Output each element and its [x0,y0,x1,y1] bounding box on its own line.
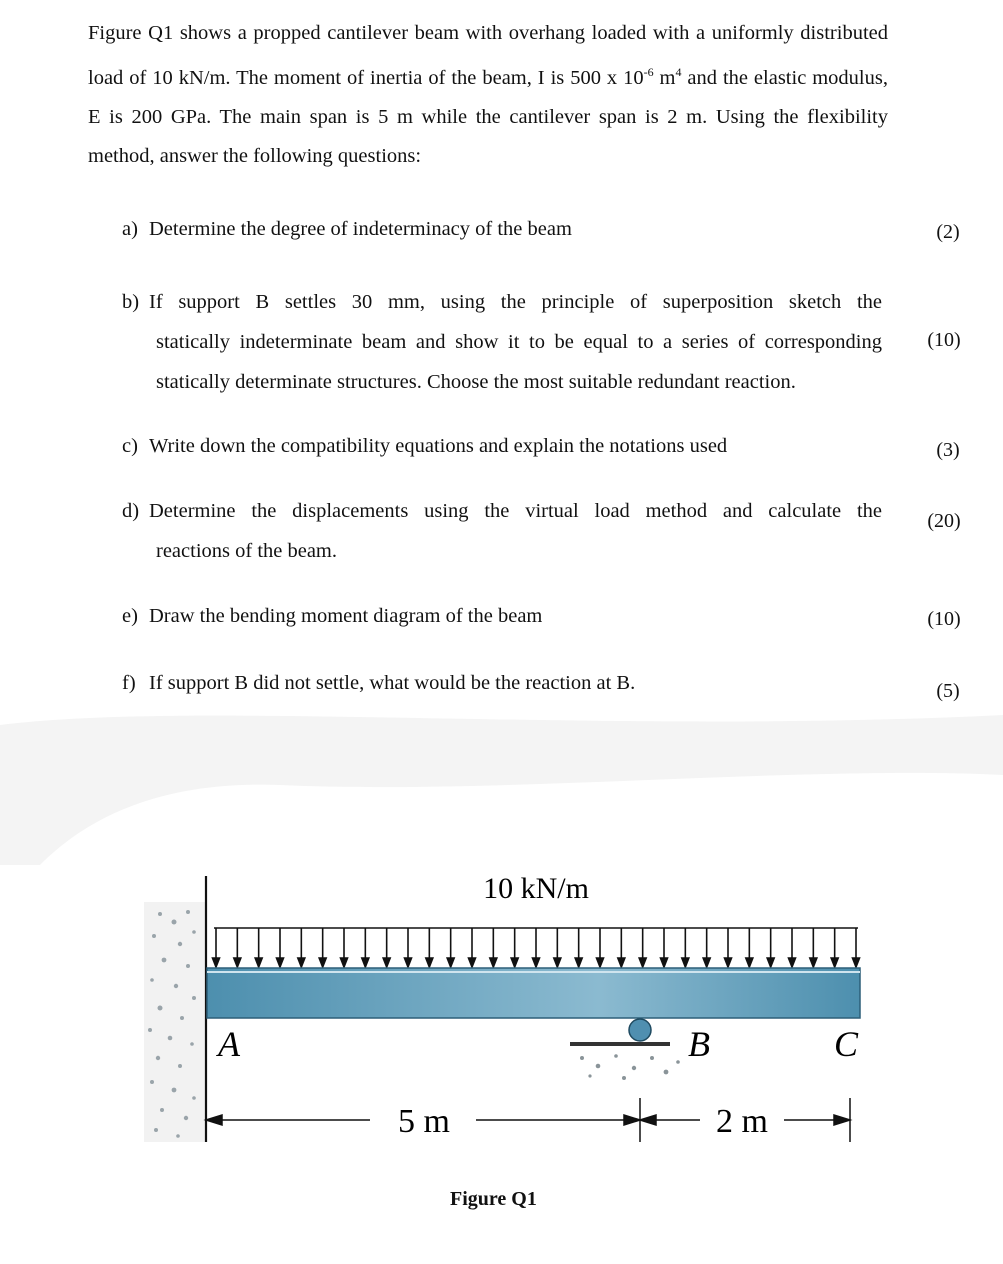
question-label: c) [122,435,138,457]
question-text-line-2: reactions of the beam. [156,540,338,562]
load-arrow-head [533,958,540,967]
load-arrow-head [447,958,454,967]
intro-unit: m [653,66,676,89]
load-arrow-head [575,958,582,967]
question-label: f) [122,672,136,694]
question-text-line-1: Determine the displacements using the virtual load method and calculate the [149,500,882,522]
load-arrow-head [639,958,646,967]
load-arrow-head [767,958,774,967]
load-arrow-head [682,958,689,967]
marks-e: (10) [927,608,961,630]
question-a [122,209,882,249]
marks-b: (10) [927,329,961,351]
figure-caption: Figure Q1 [450,1188,537,1210]
scan-smear [0,705,1003,875]
load-arrow-head [213,958,220,967]
load-label: 10 kN/m [483,872,589,905]
beam [207,968,860,1018]
point-a-label: A [218,1024,240,1064]
load-arrow-head [725,958,732,967]
fixed-wall [144,876,206,1142]
load-arrow-head [234,958,241,967]
question-b [122,282,882,402]
intro-text: Figure Q1 shows a propped cantilever beam with overhang loaded with a uniformly distributed load of 10 kN/m. The moment of inertia of the beam, I is 500 x 10 [88,22,888,89]
load-arrow-head [405,958,412,967]
load-arrow-head [362,958,369,967]
load-arrow-head [853,958,860,967]
load-arrow-head [426,958,433,967]
load-arrow-head [298,958,305,967]
load-arrow-head [597,958,604,967]
load-arrow-head [661,958,668,967]
point-c-label: C [834,1024,859,1064]
intro-exponent-2: 4 [675,65,682,79]
load-arrow-head [810,958,817,967]
question-label: a) [122,218,138,240]
intro-exponent-1: -6 [643,65,654,79]
load-arrow-head [277,958,284,967]
question-text: If support B did not settle, what would be the reaction at B. [149,672,636,694]
marks-c: (3) [936,439,960,461]
main-span-label: 5 m [398,1103,450,1140]
overhang-span-label: 2 m [716,1103,768,1140]
question-e [122,596,882,636]
question-text: Draw the bending moment diagram of the beam [149,605,543,627]
load-arrow-head [831,958,838,967]
load-arrow-head [746,958,753,967]
question-text-line-1: If support B settles 30 mm, using the principle of superposition sketch the [149,291,882,313]
load-arrow-head [255,958,262,967]
question-text-line-2: statically indeterminate beam and show it to be equal to a series of corresponding [156,331,882,353]
distributed-load [213,928,860,967]
load-arrow-head [490,958,497,967]
load-arrow-head [341,958,348,967]
roller-support-b [570,1019,680,1080]
point-b-label: B [688,1024,710,1064]
question-text: Determine the degree of indeterminacy of the beam [149,218,572,240]
question-text-line-3: statically determinate structures. Choose the most suitable redundant reaction. [156,371,796,393]
marks-f: (5) [936,680,960,702]
beam-figure [130,862,870,1152]
load-arrow-head [703,958,710,967]
question-text: Write down the compatibility equations and explain the notations used [149,435,728,457]
marks-a: (2) [936,221,960,243]
load-arrow-head [319,958,326,967]
intro-text-end: and the elastic modulus, E is 200 GPa. The main span is 5 m while the cantilever span is 2 m. Using the flexibility method, answer the following questions: [88,66,888,167]
question-c [122,426,882,466]
load-arrow-head [469,958,476,967]
load-arrow-head [789,958,796,967]
question-d [122,491,882,571]
marks-d: (20) [927,510,961,532]
load-arrow-head [554,958,561,967]
load-arrow-head [383,958,390,967]
question-f [122,663,882,703]
load-arrow-head [618,958,625,967]
intro-paragraph [88,14,888,176]
load-arrow-head [511,958,518,967]
question-label: d) [122,500,140,522]
question-label: e) [122,605,138,627]
question-label: b) [122,291,140,313]
